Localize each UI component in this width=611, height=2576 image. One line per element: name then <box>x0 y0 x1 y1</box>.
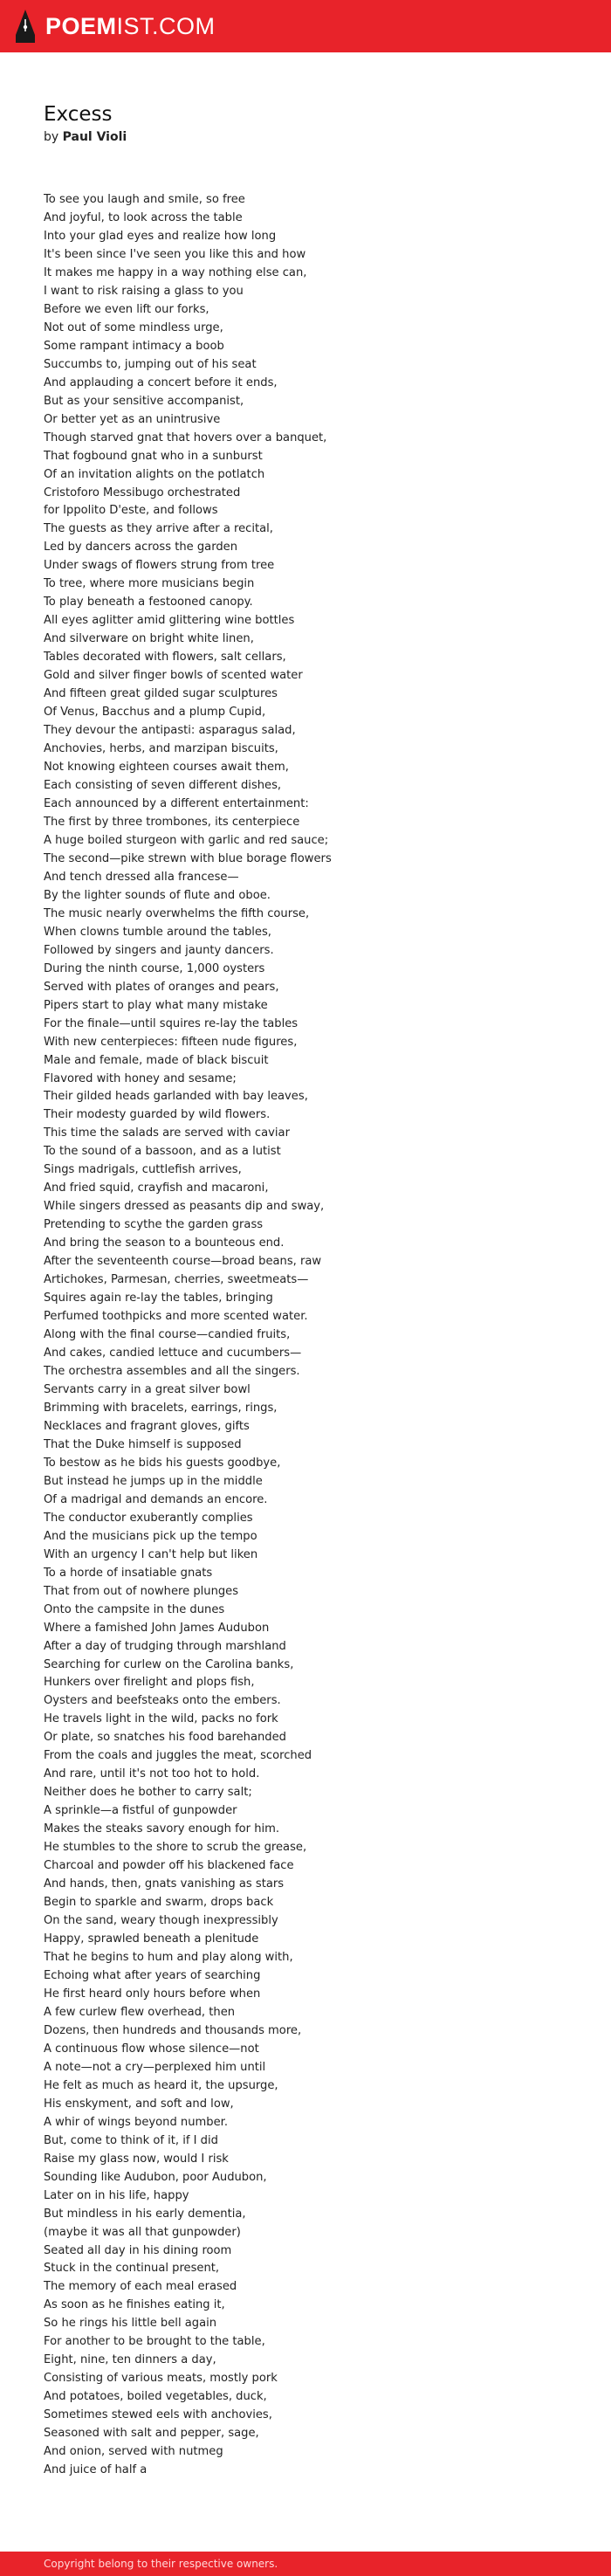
poem-line: And applauding a concert before it ends, <box>44 375 278 389</box>
poem-line: Necklaces and fragrant gloves, gifts <box>44 1419 250 1433</box>
poem-line: It makes me happy in a way nothing else can, <box>44 265 307 279</box>
poem-line: for Ippolito D'este, and follows <box>44 504 218 518</box>
poem-line: Or better yet as an unintrusive <box>44 412 221 426</box>
poem-line: Cristoforo Messibugo orchestrated <box>44 486 241 499</box>
poem-line: He stumbles to the shore to scrub the grease, <box>44 1841 307 1855</box>
poem-line: But instead he jumps up in the middle <box>44 1474 263 1488</box>
poem-line: Raise my glass now, would I risk <box>44 2152 229 2166</box>
poem-line: And the musicians pick up the tempo <box>44 1529 257 1543</box>
poem-line: A note—not a cry—perplexed him until <box>44 2060 266 2074</box>
poem-line: Consisting of various meats, mostly pork <box>44 2372 278 2386</box>
poem-line: Makes the steaks savory enough for him. <box>44 1822 280 1836</box>
poem-line: Male and female, made of black biscuit <box>44 1053 269 1067</box>
poem-line: Along with the final course—candied fruits, <box>44 1328 291 1342</box>
poem-line: To play beneath a festooned canopy. <box>44 596 253 610</box>
poem-line: Not knowing eighteen courses await them, <box>44 761 289 775</box>
poem-line: Stuck in the continual present, <box>44 2262 220 2276</box>
poem-line: That the Duke himself is supposed <box>44 1437 242 1451</box>
poem-line: Pretending to scythe the garden grass <box>44 1218 264 1232</box>
poem-line: Where a famished John James Audubon <box>44 1621 270 1635</box>
poem-line: But mindless in his early dementia, <box>44 2207 246 2221</box>
poem-line: And bring the season to a bounteous end. <box>44 1236 285 1250</box>
poem-line: Later on in his life, happy <box>44 2188 189 2202</box>
poem-line: A few curlew flew overhead, then <box>44 2005 236 2019</box>
poem-line: Tables decorated with flowers, salt cellars, <box>44 651 286 665</box>
poem-line: Succumbs to, jumping out of his seat <box>44 357 257 371</box>
site-footer <box>0 2552 611 2576</box>
site-header <box>0 0 611 52</box>
poem-line: And fifteen great gilded sugar sculptures <box>44 687 278 701</box>
brand-part-regular: IST.COM <box>116 12 216 39</box>
poem-heading <box>44 101 127 146</box>
poem-line: To bestow as he bids his guests goodbye, <box>44 1456 281 1470</box>
poem-line: Begin to sparkle and swarm, drops back <box>44 1896 274 1910</box>
poem-line: When clowns tumble around the tables, <box>44 925 271 939</box>
poem-line: His enskyment, and soft and low, <box>44 2097 234 2111</box>
poem-line: They devour the antipasti: asparagus salad, <box>44 724 296 738</box>
poem-line: Each announced by a different entertainment: <box>44 796 309 810</box>
poem-line: Echoing what after years of searching <box>44 1968 261 1982</box>
poem-title: Excess <box>44 103 113 126</box>
poem-line: The memory of each meal erased <box>44 2280 237 2294</box>
poem-line: Brimming with bracelets, earrings, rings, <box>44 1401 278 1415</box>
poem-line: A continuous flow whose silence—not <box>44 2042 259 2056</box>
poem-line: For another to be brought to the table, <box>44 2335 265 2349</box>
poem-line: Before we even lift our forks, <box>44 302 209 316</box>
poem-line: Charcoal and powder off his blackened face <box>44 1859 294 1873</box>
poem-line: And potatoes, boiled vegetables, duck, <box>44 2390 267 2404</box>
poem-line: On the sand, weary though inexpressibly <box>44 1914 278 1928</box>
poem-line: Sounding like Audubon, poor Audubon, <box>44 2170 267 2184</box>
poem-line: Squires again re-lay the tables, bringing <box>44 1291 273 1305</box>
poem-line: Seated all day in his dining room <box>44 2243 232 2257</box>
poem-line: Or plate, so snatches his food barehanded <box>44 1731 286 1745</box>
poem-line: Followed by singers and jaunty dancers. <box>44 943 274 957</box>
poem-line: Perfumed toothpicks and more scented water. <box>44 1310 308 1324</box>
poem-line: That from out of nowhere plunges <box>44 1584 239 1598</box>
poem-line: Searching for curlew on the Carolina banks, <box>44 1657 294 1671</box>
poem-line: A sprinkle—a fistful of gunpowder <box>44 1804 237 1818</box>
poem-line: As soon as he finishes eating it, <box>44 2298 225 2312</box>
poem-line: It's been since I've seen you like this and how <box>44 247 306 261</box>
poem-line: All eyes aglitter amid glittering wine bottles <box>44 614 295 628</box>
poem-line: Artichokes, Parmesan, cherries, sweetmeats— <box>44 1273 309 1287</box>
poem-body <box>44 191 585 2480</box>
poem-line: And silverware on bright white linen, <box>44 632 254 646</box>
poem-line: So he rings his little bell again <box>44 2317 217 2331</box>
poem-line: Not out of some mindless urge, <box>44 320 223 334</box>
poem-line: Into your glad eyes and realize how long <box>44 229 277 243</box>
poem-line: Some rampant intimacy a boob <box>44 339 224 353</box>
poem-line: To the sound of a bassoon, and as a lutist <box>44 1145 281 1159</box>
poem-line: But as your sensitive accompanist, <box>44 394 244 408</box>
poem-line: By the lighter sounds of flute and oboe. <box>44 888 271 902</box>
poem-line: A huge boiled sturgeon with garlic and red sauce; <box>44 833 329 847</box>
poem-line: That he begins to hum and play along with, <box>44 1951 293 1964</box>
poem-line: I want to risk raising a glass to you <box>44 284 244 298</box>
poem-line: Sometimes stewed eels with anchovies, <box>44 2408 272 2422</box>
poem-line: Their gilded heads garlanded with bay leaves, <box>44 1090 308 1104</box>
poem-line: Of an invitation alights on the potlatch <box>44 467 265 481</box>
poem-line: (maybe it was all that gunpowder) <box>44 2225 241 2239</box>
poem-line: And onion, served with nutmeg <box>44 2445 223 2459</box>
poem-line: After a day of trudging through marshland <box>44 1639 286 1653</box>
poem-line: Dozens, then hundreds and thousands more, <box>44 2023 302 2037</box>
poem-line: Led by dancers across the garden <box>44 541 238 554</box>
poem-line: Served with plates of oranges and pears, <box>44 980 279 994</box>
poem-line: The orchestra assembles and all the singers. <box>44 1365 300 1378</box>
poem-line: During the ninth course, 1,000 oysters <box>44 961 265 975</box>
poem-line: Hunkers over firelight and plops fish, <box>44 1676 255 1690</box>
poem-line: And juice of half a <box>44 2463 148 2477</box>
poem-line: The guests as they arrive after a recital, <box>44 522 273 536</box>
poem-line: To see you laugh and smile, so free <box>44 193 245 206</box>
pen-nib-icon[interactable] <box>14 9 37 44</box>
poem-line: To tree, where more musicians begin <box>44 577 255 591</box>
poem-line: This time the salads are served with caviar <box>44 1126 290 1140</box>
poem-line: Happy, sprawled beneath a plenitude <box>44 1932 259 1946</box>
copyright-notice: Copyright belong to their respective owners. <box>44 2558 278 2570</box>
poem-line: Under swags of flowers strung from tree <box>44 559 275 573</box>
poem-line: Sings madrigals, cuttlefish arrives, <box>44 1163 242 1177</box>
poem-line: Gold and silver finger bowls of scented water <box>44 669 303 683</box>
poem-line: And hands, then, gnats vanishing as stars <box>44 1877 285 1891</box>
poem-line: But, come to think of it, if I did <box>44 2133 218 2147</box>
poem-line: He first heard only hours before when <box>44 1987 261 2001</box>
poem-line: The second—pike strewn with blue borage flowers <box>44 851 332 865</box>
poem-line: A whir of wings beyond number. <box>44 2115 228 2129</box>
poem-line: And tench dressed alla francese— <box>44 870 239 884</box>
poem-line: That fogbound gnat who in a sunburst <box>44 449 263 463</box>
poem-line: The first by three trombones, its centerpiece <box>44 815 300 829</box>
poem-line: While singers dressed as peasants dip and sway, <box>44 1200 325 1214</box>
poem-line: Eight, nine, ten dinners a day, <box>44 2353 216 2367</box>
poem-line: With an urgency I can't help but liken <box>44 1547 258 1561</box>
byline <box>44 128 127 146</box>
poem-line: Pipers start to play what many mistake <box>44 998 268 1012</box>
poem-line: For the finale—until squires re-lay the tables <box>44 1016 299 1030</box>
brand-part-bold: POEM <box>45 12 117 39</box>
poem-line: And joyful, to look across the table <box>44 210 243 224</box>
poem-line: Flavored with honey and sesame; <box>44 1071 237 1085</box>
author-name[interactable]: Paul Violi <box>62 130 127 144</box>
poem-line: And cakes, candied lettuce and cucumbers— <box>44 1347 302 1360</box>
poem-line: And fried squid, crayfish and macaroni, <box>44 1181 269 1195</box>
poem-line: Neither does he bother to carry salt; <box>44 1786 252 1800</box>
poem-line: And rare, until it's not too hot to hold. <box>44 1767 260 1781</box>
poem-line: Of Venus, Bacchus and a plump Cupid, <box>44 706 266 720</box>
poem-line: He travels light in the wild, packs no fork <box>44 1712 278 1726</box>
poem-line: Onto the campsite in the dunes <box>44 1602 225 1616</box>
poem-line: To a horde of insatiable gnats <box>44 1566 213 1580</box>
poem-line: The conductor exuberantly complies <box>44 1511 253 1525</box>
site-logo-text[interactable] <box>45 13 216 40</box>
poem-line: Their modesty guarded by wild flowers. <box>44 1108 271 1122</box>
poem-line: Though starved gnat that hovers over a banquet, <box>44 430 327 444</box>
poem-line: The music nearly overwhelms the fifth course, <box>44 906 310 920</box>
poem-line: Seasoned with salt and pepper, sage, <box>44 2427 259 2441</box>
poem-line: With new centerpieces: fifteen nude figures, <box>44 1035 298 1049</box>
poem-line: Of a madrigal and demands an encore. <box>44 1492 268 1506</box>
poem-line: Oysters and beefsteaks onto the embers. <box>44 1694 281 1708</box>
poem-line: He felt as much as heard it, the upsurge, <box>44 2078 278 2092</box>
poem-line: Anchovies, herbs, and marzipan biscuits, <box>44 742 278 756</box>
poem-line: After the seventeenth course—broad beans, raw <box>44 1255 322 1269</box>
poem-line: Each consisting of seven different dishes, <box>44 779 282 792</box>
poem-line: From the coals and juggles the meat, scorched <box>44 1749 312 1763</box>
by-label: by <box>44 130 59 144</box>
poem-line: Servants carry in a great silver bowl <box>44 1382 251 1396</box>
